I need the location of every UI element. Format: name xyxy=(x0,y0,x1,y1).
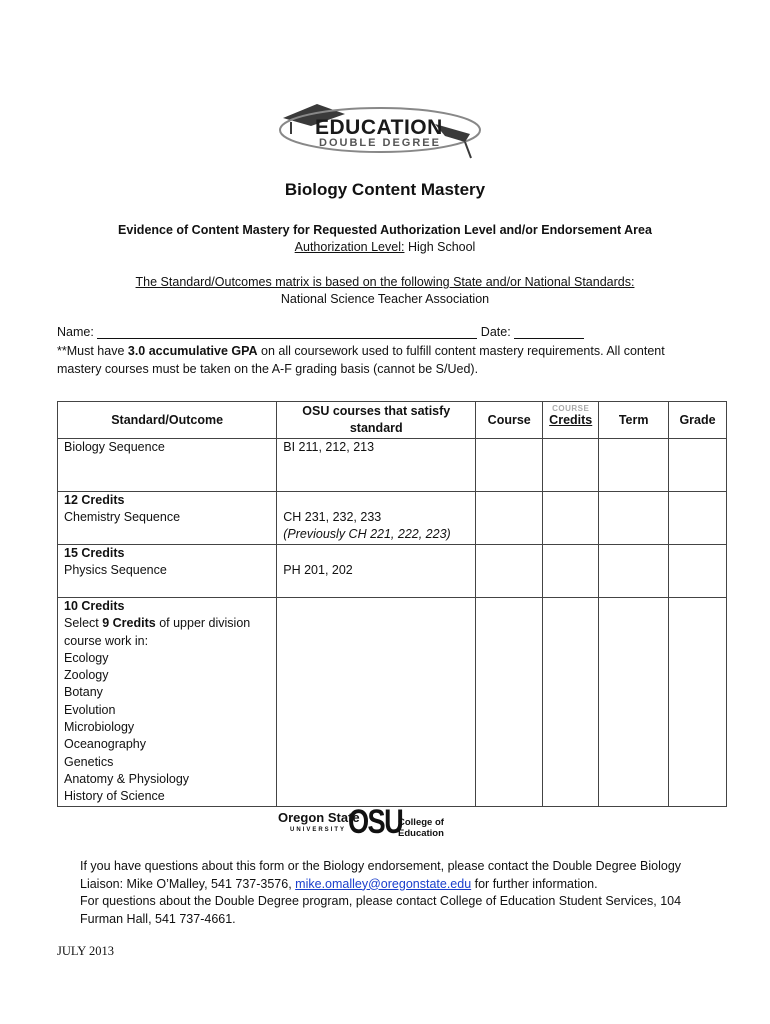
logo-line-education: EDUCATION xyxy=(315,116,443,139)
upper-division-credits-input[interactable] xyxy=(543,598,599,807)
header-course: Course xyxy=(476,402,543,439)
table-row xyxy=(58,545,727,598)
contact-line1-end: for further information. xyxy=(471,876,598,891)
subject-item: Microbiology xyxy=(64,720,135,735)
contact-info xyxy=(80,858,700,928)
authorization-label: Authorization Level: xyxy=(294,240,405,254)
gpa-note xyxy=(57,343,707,378)
upper-division-courses[interactable] xyxy=(277,598,476,807)
upper-division-grade-input[interactable] xyxy=(669,598,727,807)
osu-logo-abbr: OSU xyxy=(348,803,403,841)
chemistry-credits-input[interactable] xyxy=(543,492,599,545)
logo-line-double-degree: DOUBLE DEGREE xyxy=(319,137,441,149)
header-term: Term xyxy=(599,402,669,439)
header-credits xyxy=(543,402,599,439)
chemistry-courses-note: (Previously CH 221, 222, 223) xyxy=(283,527,451,542)
header-credits-label: Credits xyxy=(549,413,593,427)
chemistry-sequence-label: Chemistry Sequence xyxy=(64,510,181,525)
row-chemistry-standard xyxy=(58,492,277,545)
subject-item: Oceanography xyxy=(64,737,147,752)
table-row xyxy=(58,598,727,807)
subject-item: Botany xyxy=(64,685,103,700)
physics-grade-input[interactable] xyxy=(669,545,727,598)
biology-sequence-label: Biology Sequence xyxy=(64,440,165,454)
biology-credits-input[interactable] xyxy=(543,439,599,492)
osu-college-of-education-logo xyxy=(278,805,478,841)
name-label: Name: xyxy=(57,325,94,339)
row-biology-standard xyxy=(58,439,277,492)
header-osu-courses: OSU courses that satisfy standard xyxy=(277,402,476,439)
standards-matrix-table xyxy=(57,401,727,807)
biology-course-input[interactable] xyxy=(476,439,543,492)
subject-item: Anatomy & Physiology xyxy=(64,771,190,786)
biology-term-input[interactable] xyxy=(599,439,669,492)
biology-courses: BI 211, 212, 213 xyxy=(283,440,375,454)
page-title: Biology Content Mastery xyxy=(284,180,486,199)
row-physics-courses xyxy=(277,545,476,598)
table-header-row xyxy=(58,402,727,439)
liaison-email-link[interactable]: mike.omalley@oregonstate.edu xyxy=(295,876,472,891)
name-date-row xyxy=(57,325,584,339)
table-row xyxy=(58,492,727,545)
date-stamp: JULY 2013 xyxy=(57,944,114,958)
chemistry-course-input[interactable] xyxy=(476,492,543,545)
name-field[interactable] xyxy=(97,326,477,339)
physics-credits-input[interactable] xyxy=(543,545,599,598)
contact-paragraph-2: For questions about the Double Degree program, please contact College of Education Student Services, 104 Furman Hall, 541 737-4661. xyxy=(80,894,682,926)
education-double-degree-logo xyxy=(275,100,490,164)
subtitle: Evidence of Content Mastery for Requested Authorization Level and/or Endorsement Area xyxy=(118,223,652,237)
upper-division-course-input[interactable] xyxy=(476,598,543,807)
gpa-note-suffix: on all coursework used to fulfill content mastery requirements. All content mastery courses must be taken on the A-F grading basis (cannot be S/Ued). xyxy=(57,344,665,376)
row-biology-courses xyxy=(277,439,476,492)
chemistry-credits-label: 15 Credits xyxy=(64,546,125,560)
header-grade: Grade xyxy=(669,402,727,439)
osu-logo-name: Oregon State xyxy=(278,810,360,825)
osu-logo-college: College of Education xyxy=(398,817,444,839)
standards-line: The Standard/Outcomes matrix is based on the following State and/or National Standards: xyxy=(135,275,635,289)
subject-item: Genetics xyxy=(64,754,114,769)
table-row xyxy=(58,439,727,492)
row-upper-division-standard xyxy=(58,598,277,807)
subject-item: Ecology xyxy=(64,650,109,665)
standards-source: National Science Teacher Association xyxy=(280,292,490,306)
header-credits-ghost: COURSE xyxy=(552,404,590,413)
gpa-note-prefix: **Must have xyxy=(57,344,128,358)
physics-courses: PH 201, 202 xyxy=(283,563,353,577)
contact-line1: If you have questions about this form or the Biology endorsement, please contact the Double Degree Biology Liaison: Mike O’Malley, 541 737-3576, xyxy=(80,859,682,891)
physics-sequence-label: Physics Sequence xyxy=(64,563,167,578)
chemistry-courses: CH 231, 232, 233 xyxy=(283,510,382,524)
physics-term-input[interactable] xyxy=(599,545,669,598)
select-prefix: Select xyxy=(64,616,103,631)
physics-credits-label: 10 Credits xyxy=(64,599,125,613)
upper-division-term-input[interactable] xyxy=(599,598,669,807)
contact-paragraph-1 xyxy=(80,858,700,893)
date-label: Date: xyxy=(480,325,511,339)
osu-logo-university: UNIVERSITY xyxy=(290,827,347,833)
row-chemistry-courses xyxy=(277,492,476,545)
authorization-level xyxy=(0,240,770,254)
upper-division-instruction xyxy=(64,615,270,650)
select-bold: 9 Credits xyxy=(102,616,156,631)
gpa-note-bold: 3.0 accumulative GPA xyxy=(127,344,258,358)
authorization-value: High School xyxy=(407,240,476,254)
chemistry-grade-input[interactable] xyxy=(669,492,727,545)
select-suffix: of upper division course work in: xyxy=(64,616,251,648)
subject-item: Zoology xyxy=(64,668,109,683)
header-standard: Standard/Outcome xyxy=(58,402,277,439)
subject-item: Evolution xyxy=(64,702,116,717)
subject-item: History of Science xyxy=(64,789,165,804)
biology-credits-label: 12 Credits xyxy=(64,493,125,507)
date-field[interactable] xyxy=(514,326,584,339)
biology-grade-input[interactable] xyxy=(669,439,727,492)
row-physics-standard xyxy=(58,545,277,598)
chemistry-term-input[interactable] xyxy=(599,492,669,545)
physics-course-input[interactable] xyxy=(476,545,543,598)
